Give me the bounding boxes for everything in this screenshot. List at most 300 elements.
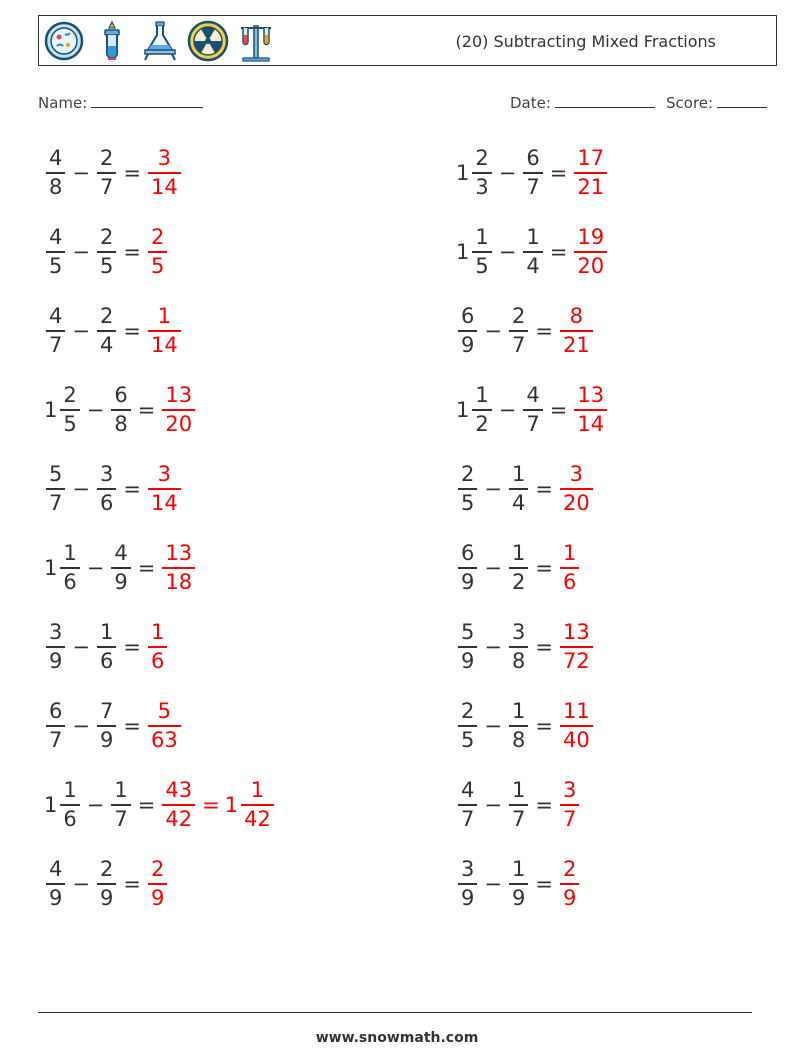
subtrahend-value — [521, 224, 544, 280]
answer — [160, 382, 197, 438]
score-blank — [717, 93, 767, 108]
answer-fraction — [148, 619, 167, 675]
minuend-denominator: 7 — [49, 490, 63, 515]
equals-sign: = — [535, 714, 553, 738]
subtrahend-numerator: 3 — [511, 620, 526, 645]
answer-value — [572, 224, 609, 280]
equals-sign: = — [535, 635, 553, 659]
answer-denominator: 20 — [562, 490, 590, 515]
subtrahend-denominator: 4 — [99, 332, 114, 357]
minuend-fraction — [60, 382, 79, 438]
answer-value — [146, 145, 183, 201]
subtrahend-denominator: 7 — [526, 174, 540, 199]
answer-denominator: 14 — [150, 490, 178, 515]
answer-denominator: 63 — [150, 727, 178, 752]
subtrahend-value — [109, 540, 132, 596]
answer-numerator: 13 — [165, 541, 193, 566]
subtrahend-value — [507, 461, 530, 517]
minuend-fraction — [46, 698, 65, 754]
worksheet-title: (20) Subtracting Mixed Fractions — [455, 32, 716, 51]
date-label: Date: — [510, 94, 551, 112]
minuend-value — [456, 303, 479, 359]
answer-fraction — [560, 856, 579, 912]
answer-fraction — [148, 698, 181, 754]
answer-mixed-fraction — [241, 777, 274, 833]
subtrahend-value — [507, 540, 530, 596]
subtrahend-fraction — [509, 698, 528, 754]
minuend-numerator: 5 — [49, 462, 63, 487]
answer-numerator: 1 — [157, 304, 172, 329]
answer-value — [146, 461, 183, 517]
minuend-value — [44, 145, 67, 201]
problem-item — [456, 221, 609, 283]
answer-numerator: 1 — [150, 620, 165, 645]
answer — [572, 224, 609, 280]
subtrahend-value — [521, 382, 544, 438]
minuend-fraction — [60, 540, 79, 596]
minuend-numerator: 1 — [63, 541, 77, 566]
answer-fraction — [162, 540, 195, 596]
problem-item — [44, 537, 197, 599]
minuend-numerator: 2 — [461, 462, 475, 487]
minuend-whole: 1 — [456, 161, 470, 185]
minuend-numerator: 4 — [49, 225, 63, 250]
answer — [572, 145, 609, 201]
subtrahend-fraction — [111, 777, 130, 833]
answer-denominator: 72 — [562, 648, 590, 673]
footer-divider — [38, 1012, 752, 1013]
footer-url: www.snowmath.com — [315, 1030, 479, 1046]
minuend-fraction — [46, 224, 65, 280]
subtrahend-numerator: 6 — [114, 383, 128, 408]
equals-sign: = — [535, 793, 553, 817]
problem-item — [44, 379, 197, 441]
minuend-value — [456, 698, 479, 754]
subtrahend-value — [95, 145, 118, 201]
minuend-denominator: 5 — [475, 253, 489, 278]
answer-value — [160, 540, 197, 596]
minuend-numerator: 5 — [461, 620, 475, 645]
answer-fraction — [574, 382, 607, 438]
equals-sign: = — [137, 793, 156, 817]
subtrahend-numerator: 2 — [99, 857, 114, 882]
subtrahend-denominator: 9 — [99, 885, 114, 910]
subtrahend-value — [95, 619, 118, 675]
minus-sign: − — [86, 556, 105, 580]
answer-fraction — [560, 619, 593, 675]
answer-denominator: 9 — [150, 885, 165, 910]
minuend-numerator: 2 — [475, 146, 489, 171]
problem-item — [44, 300, 183, 362]
problem-item — [456, 379, 609, 441]
answer — [146, 224, 169, 280]
subtrahend-numerator: 1 — [511, 541, 526, 566]
minuend-numerator: 1 — [475, 225, 489, 250]
minuend-fraction — [46, 619, 65, 675]
answer-value — [160, 382, 197, 438]
answer-value — [572, 145, 609, 201]
minuend-denominator: 5 — [49, 253, 63, 278]
subtrahend-denominator: 7 — [511, 806, 526, 831]
answer-numerator: 13 — [577, 383, 605, 408]
subtrahend-denominator: 6 — [99, 648, 114, 673]
answer-numerator: 3 — [157, 462, 172, 487]
minuend-denominator: 5 — [461, 490, 475, 515]
answer — [558, 777, 581, 833]
answer — [572, 382, 609, 438]
answer — [558, 698, 595, 754]
answer-fraction — [148, 461, 181, 517]
answer-mixed-numerator: 1 — [250, 778, 265, 803]
subtrahend-fraction — [509, 540, 528, 596]
minuend-whole: 1 — [44, 398, 58, 422]
flask-icon — [139, 20, 181, 62]
minuend-denominator: 9 — [49, 648, 63, 673]
minus-sign: − — [484, 477, 502, 501]
answer-value — [558, 698, 595, 754]
minuend-denominator: 9 — [49, 885, 63, 910]
equals-sign: = — [123, 319, 141, 343]
equals-sign: = — [535, 872, 553, 896]
subtrahend-fraction — [509, 777, 528, 833]
subtrahend-value — [507, 856, 530, 912]
answer-denominator: 5 — [150, 253, 165, 278]
minus-sign: − — [484, 635, 502, 659]
subtrahend-numerator: 6 — [526, 146, 540, 171]
subtrahend-numerator: 4 — [114, 541, 128, 566]
answer-fraction — [162, 777, 195, 833]
answer-value — [146, 303, 183, 359]
subtrahend-fraction — [111, 540, 130, 596]
answer-value — [146, 698, 183, 754]
answer-denominator: 6 — [150, 648, 165, 673]
minus-sign: − — [86, 793, 105, 817]
subtrahend-numerator: 2 — [99, 146, 114, 171]
minuend-value — [456, 856, 479, 912]
subtrahend-fraction — [509, 303, 528, 359]
subtrahend-value — [95, 224, 118, 280]
minuend-value — [44, 461, 67, 517]
answer-fraction — [148, 856, 167, 912]
minus-sign: − — [72, 240, 90, 264]
subtrahend-fraction — [523, 145, 542, 201]
minuend-numerator: 6 — [461, 541, 475, 566]
minus-sign: − — [72, 635, 90, 659]
minuend-denominator: 8 — [49, 174, 63, 199]
subtrahend-value — [95, 856, 118, 912]
subtrahend-fraction — [97, 461, 116, 517]
subtrahend-numerator: 7 — [99, 699, 114, 724]
minuend-fraction — [458, 461, 477, 517]
minus-sign: − — [72, 161, 90, 185]
minuend-numerator: 6 — [49, 699, 63, 724]
minuend-value — [44, 856, 67, 912]
answer-fraction — [148, 224, 167, 280]
subtrahend-denominator: 6 — [99, 490, 114, 515]
minuend-denominator: 2 — [475, 411, 489, 436]
minuend-numerator: 3 — [461, 857, 475, 882]
equals-sign: = — [535, 556, 553, 580]
subtrahend-denominator: 7 — [511, 332, 526, 357]
subtrahend-denominator: 8 — [511, 727, 526, 752]
equals-sign: = — [123, 240, 141, 264]
minus-sign: − — [484, 319, 502, 343]
equals-sign: = — [137, 556, 156, 580]
subtrahend-numerator: 1 — [114, 778, 128, 803]
subtrahend-denominator: 8 — [511, 648, 526, 673]
answer-value — [558, 461, 595, 517]
subtrahend-numerator: 1 — [526, 225, 540, 250]
subtrahend-fraction — [97, 619, 116, 675]
minuend-denominator: 7 — [461, 806, 475, 831]
answer-fraction — [560, 303, 593, 359]
problem-item — [44, 695, 183, 757]
minuend-value — [44, 382, 82, 438]
answer — [146, 698, 183, 754]
equals-sign: = — [123, 714, 141, 738]
answer-numerator: 19 — [577, 225, 605, 250]
minuend-value — [456, 461, 479, 517]
subtrahend-value — [521, 145, 544, 201]
minuend-fraction — [458, 303, 477, 359]
answer-numerator: 2 — [150, 225, 165, 250]
subtrahend-fraction — [111, 382, 130, 438]
subtrahend-denominator: 9 — [99, 727, 114, 752]
answer-mixed-denominator: 42 — [244, 806, 271, 831]
header-icons — [43, 20, 277, 62]
answer-numerator: 2 — [562, 857, 577, 882]
equals-sign: = — [137, 398, 156, 422]
answer — [160, 540, 197, 596]
problem-item — [456, 537, 581, 599]
minuend-denominator: 5 — [63, 411, 77, 436]
minuend-numerator: 6 — [461, 304, 475, 329]
name-label: Name: — [38, 94, 88, 112]
minuend-denominator: 9 — [461, 332, 475, 357]
equals-sign: = — [535, 477, 553, 501]
minus-sign: − — [86, 398, 105, 422]
minus-sign: − — [498, 240, 517, 264]
test-tube-icon — [91, 20, 133, 62]
subtrahend-denominator: 4 — [511, 490, 526, 515]
minuend-denominator: 9 — [461, 569, 475, 594]
subtrahend-fraction — [509, 461, 528, 517]
answer — [146, 856, 169, 912]
answer-value — [558, 619, 595, 675]
answer-denominator: 21 — [577, 174, 605, 199]
problem-item — [44, 853, 169, 915]
subtrahend-value — [95, 698, 118, 754]
subtrahend-value — [507, 698, 530, 754]
subtrahend-fraction — [97, 224, 116, 280]
minuend-numerator: 4 — [461, 778, 475, 803]
subtrahend-fraction — [523, 224, 542, 280]
answer-numerator: 13 — [562, 620, 590, 645]
minus-sign: − — [484, 556, 502, 580]
minuend-fraction — [458, 777, 477, 833]
minuend-fraction — [46, 145, 65, 201]
minuend-value — [456, 224, 494, 280]
minuend-numerator: 4 — [49, 857, 63, 882]
answer-denominator: 6 — [562, 569, 577, 594]
answer-denominator: 9 — [562, 885, 577, 910]
answer-numerator: 17 — [577, 146, 605, 171]
answer-fraction — [560, 777, 579, 833]
minuend-numerator: 4 — [49, 146, 63, 171]
answer-value — [160, 777, 197, 833]
answer-fraction — [560, 461, 593, 517]
subtrahend-fraction — [97, 145, 116, 201]
radiation-icon — [187, 20, 229, 62]
subtrahend-fraction — [97, 303, 116, 359]
answer-value — [146, 619, 169, 675]
problem-item — [456, 142, 609, 204]
answer — [146, 619, 169, 675]
answer-value — [146, 856, 169, 912]
answer — [160, 777, 275, 833]
answer-denominator: 14 — [150, 332, 178, 357]
score-field — [666, 93, 767, 112]
minus-sign: − — [498, 161, 517, 185]
minuend-numerator: 4 — [49, 304, 63, 329]
date-blank — [555, 93, 655, 108]
minus-sign: − — [72, 319, 90, 343]
answer-value — [572, 382, 609, 438]
minuend-value — [44, 698, 67, 754]
name-blank — [91, 93, 203, 108]
subtrahend-numerator: 1 — [511, 857, 526, 882]
problem-item — [456, 300, 595, 362]
problem-item — [44, 616, 169, 678]
subtrahend-denominator: 8 — [114, 411, 128, 436]
date-field — [510, 93, 655, 112]
minuend-fraction — [472, 224, 491, 280]
subtrahend-numerator: 2 — [511, 304, 526, 329]
answer-numerator: 3 — [562, 778, 577, 803]
answer-fraction — [148, 145, 181, 201]
minuend-numerator: 2 — [461, 699, 475, 724]
subtrahend-numerator: 1 — [99, 620, 114, 645]
minuend-denominator: 6 — [63, 569, 77, 594]
minuend-numerator: 3 — [49, 620, 63, 645]
equals-sign: = — [549, 240, 568, 264]
minuend-fraction — [472, 382, 491, 438]
subtrahend-denominator: 7 — [526, 411, 540, 436]
minus-sign: − — [72, 872, 90, 896]
answer-value — [558, 540, 581, 596]
subtrahend-numerator: 1 — [511, 462, 526, 487]
minus-sign: − — [484, 793, 502, 817]
minuend-value — [44, 303, 67, 359]
subtrahend-denominator: 5 — [99, 253, 114, 278]
subtrahend-denominator: 9 — [114, 569, 128, 594]
answer-numerator: 8 — [569, 304, 584, 329]
minuend-fraction — [458, 619, 477, 675]
subtrahend-denominator: 7 — [99, 174, 114, 199]
minuend-fraction — [46, 461, 65, 517]
subtrahend-numerator: 2 — [99, 304, 114, 329]
answer-fraction — [560, 540, 579, 596]
subtrahend-numerator: 4 — [526, 383, 540, 408]
equals-sign: = — [123, 872, 141, 896]
subtrahend-numerator: 1 — [511, 778, 526, 803]
answer — [558, 461, 595, 517]
minuend-whole: 1 — [44, 556, 58, 580]
minus-sign: − — [484, 872, 502, 896]
problem-item — [44, 458, 183, 520]
answer-numerator: 2 — [150, 857, 165, 882]
subtrahend-denominator: 2 — [511, 569, 526, 594]
answer-numerator: 1 — [562, 541, 577, 566]
minus-sign: − — [72, 714, 90, 738]
name-field — [38, 93, 203, 112]
problem-item — [456, 458, 595, 520]
answer — [558, 619, 595, 675]
minuend-value — [456, 619, 479, 675]
minuend-fraction — [60, 777, 79, 833]
problem-item — [456, 774, 581, 836]
answer-mixed-value — [225, 777, 276, 833]
minuend-value — [44, 619, 67, 675]
answer-fraction — [574, 224, 607, 280]
subtrahend-numerator: 1 — [511, 699, 526, 724]
minuend-numerator: 1 — [63, 778, 77, 803]
minuend-whole: 1 — [456, 398, 470, 422]
subtrahend-denominator: 7 — [114, 806, 128, 831]
problem-item — [44, 221, 169, 283]
minuend-fraction — [472, 145, 491, 201]
subtrahend-value — [507, 303, 530, 359]
answer — [558, 856, 581, 912]
answer-value — [558, 777, 581, 833]
subtrahend-value — [507, 619, 530, 675]
answer — [558, 303, 595, 359]
equals-sign: = — [535, 319, 553, 343]
equals-sign: = — [123, 477, 141, 501]
minuend-value — [44, 224, 67, 280]
minuend-whole: 1 — [456, 240, 470, 264]
minuend-denominator: 7 — [49, 332, 63, 357]
petri-dish-icon — [43, 20, 85, 62]
answer-denominator: 42 — [165, 806, 193, 831]
answer-fraction — [560, 698, 593, 754]
subtrahend-numerator: 2 — [99, 225, 114, 250]
minuend-denominator: 3 — [475, 174, 489, 199]
minuend-whole: 1 — [44, 793, 58, 817]
minuend-numerator: 2 — [63, 383, 77, 408]
answer-value — [558, 856, 581, 912]
minuend-denominator: 7 — [49, 727, 63, 752]
subtrahend-denominator: 4 — [526, 253, 540, 278]
subtrahend-fraction — [509, 856, 528, 912]
minuend-fraction — [46, 856, 65, 912]
answer-denominator: 14 — [150, 174, 178, 199]
minuend-value — [456, 145, 494, 201]
subtrahend-value — [109, 382, 132, 438]
equals-sign: = — [123, 161, 141, 185]
problem-item — [44, 774, 276, 836]
minuend-value — [456, 540, 479, 596]
equals-sign: = — [549, 161, 568, 185]
answer-value — [558, 303, 595, 359]
minuend-denominator: 9 — [461, 648, 475, 673]
answer — [146, 461, 183, 517]
answer-mixed-whole: 1 — [224, 793, 239, 817]
minuend-value — [44, 777, 82, 833]
subtrahend-value — [95, 303, 118, 359]
minuend-fraction — [458, 698, 477, 754]
subtrahend-value — [109, 777, 132, 833]
